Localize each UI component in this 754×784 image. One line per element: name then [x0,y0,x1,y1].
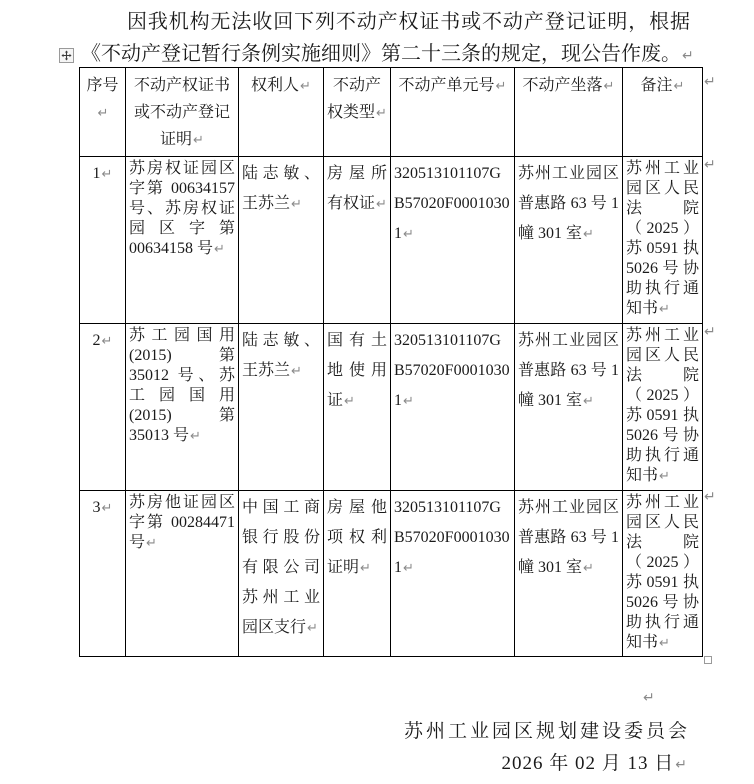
move-arrows-icon [61,50,72,61]
paragraph-mark-icon: ↵ [704,74,716,90]
cell-certificate [126,491,239,657]
paragraph-mark-icon: ↵ [101,334,113,349]
cell-text: 苏州工业园区普惠路 63 号 1 幢 301 室 [518,332,619,409]
cell-remarks [623,324,703,491]
cell-text: 1 [92,165,101,182]
cell-certificate [126,324,239,491]
cell-text: 320513101107GB57020F00010301 [394,165,510,242]
header-right-holder [239,68,324,157]
cell-right-holder [239,157,324,324]
cell-location [515,157,623,324]
cell-text: 苏州工业园区人民法院（2025）苏0591执5026号协助执行通知书 [626,160,699,317]
paragraph-mark-icon: ↵ [704,489,716,505]
paragraph-mark-icon: ↵ [193,133,204,148]
cell-text: 2 [92,332,101,349]
paragraph-mark-icon: ↵ [300,79,311,94]
paragraph-mark-icon: ↵ [97,106,109,121]
cell-location [515,324,623,491]
paragraph-mark-icon: ↵ [360,561,371,576]
cell-text: 苏房他证园区字第 00284471 号 [129,494,235,551]
cell-text: 房屋他项权利证明 [327,499,387,576]
cell-remarks [623,491,703,657]
paragraph-mark-icon: ↵ [704,157,716,173]
header-serial-number [80,68,126,157]
table-resize-handle[interactable] [704,656,712,664]
intro-line-1: 因我机构无法收回下列不动产权证书或不动产登记证明，根据 [127,11,690,33]
cell-text: 苏州工业园区人民法院（2025）苏0591执5026号协助执行通知书 [626,327,699,484]
cell-unit-number [391,324,515,491]
paragraph-mark-icon: ↵ [403,227,414,242]
header-text: 不动产坐落 [522,77,603,94]
paragraph-mark-icon: ↵ [190,429,201,444]
paragraph-mark-icon: ↵ [291,197,302,212]
table-row [80,157,703,324]
header-location [515,68,623,157]
cell-text: 320513101107GB57020F00010301 [394,499,510,576]
cell-text: 陆志敏、王苏兰 [242,332,320,379]
cell-text: 320513101107GB57020F00010301 [394,332,510,409]
header-remarks [623,68,703,157]
cell-certificate [126,157,239,324]
cell-serial-number [80,157,126,324]
paragraph-mark-icon: ↵ [603,79,615,94]
header-text: 不动产单元号 [398,77,495,94]
cell-unit-number [391,491,515,657]
cell-right-type [324,324,391,491]
paragraph-mark-icon: ↵ [291,364,302,379]
header-text: 备注 [640,77,673,94]
paragraph-mark-icon: ↵ [214,242,225,257]
paragraph-mark-icon: ↵ [659,469,670,484]
cell-text: 陆志敏、王苏兰 [242,165,320,212]
cell-unit-number [391,157,515,324]
paragraph-mark-icon: ↵ [583,394,594,409]
paragraph-mark-icon: ↵ [403,561,414,576]
paragraph-mark-icon: ↵ [675,757,688,773]
paragraph-mark-icon: ↵ [673,79,685,94]
header-text: 序号 [86,77,119,94]
cell-text: 苏州工业园区普惠路 63 号 1 幢 301 室 [518,165,619,242]
paragraph-mark-icon: ↵ [659,636,670,651]
paragraph-mark-icon: ↵ [659,302,670,317]
issuer-name: 苏州工业园区规划建设委员会 [403,721,690,742]
cell-text: 房屋所有权证 [327,165,387,212]
cell-location [515,491,623,657]
paragraph-mark-icon: ↵ [344,394,355,409]
paragraph-mark-icon: ↵ [704,324,716,340]
cell-text: 苏房权证园区字第 00634157 号、苏房权证园区字第 00634158 号 [129,160,235,257]
cell-right-holder [239,491,324,657]
table-move-handle-icon[interactable] [59,48,74,63]
header-text: 权利人 [251,77,300,94]
cell-right-type [324,157,391,324]
paragraph-mark-icon: ↵ [583,561,594,576]
table-row [80,491,703,657]
notice-table [79,67,703,657]
paragraph-mark-icon: ↵ [146,536,157,551]
issue-date-text: 2026 年 02 月 13 日 [501,753,675,774]
paragraph-mark-icon: ↵ [403,394,414,409]
paragraph-mark-icon: ↵ [682,48,694,64]
header-certificate [126,68,239,157]
paragraph-mark-icon: ↵ [101,167,113,182]
cell-text: 3 [92,499,101,516]
paragraph-mark-icon: ↵ [376,197,387,212]
intro-paragraph [81,6,694,72]
issue-date [502,748,689,775]
header-right-type [324,68,391,157]
table-header-row [80,68,703,157]
header-text: 不动产权证书或不动产登记证明 [133,77,230,148]
cell-text: 苏州工业园区普惠路 63 号 1 幢 301 室 [518,499,619,576]
paragraph-mark-icon: ↵ [583,227,594,242]
cell-right-type [324,491,391,657]
cell-serial-number [80,491,126,657]
header-unit-number [391,68,515,157]
paragraph-mark-icon: ↵ [376,106,387,121]
paragraph-mark-icon: ↵ [101,501,113,516]
cell-text: 苏工园国用 (2015) 第 35012 号、苏工园国用 (2015) 第 35013 号 [129,327,235,444]
cell-text: 中国工商银行股份有限公司苏州工业园区支行 [242,499,320,636]
cell-right-holder [239,324,324,491]
cell-remarks [623,157,703,324]
paragraph-mark-icon: ↵ [495,79,507,94]
cell-text: 苏州工业园区人民法院（2025）苏0591执5026号协助执行通知书 [626,494,699,651]
cell-serial-number [80,324,126,491]
intro-line-2-text: 《不动产登记暂行条例实施细则》第二十三条的规定，现公告作废。 [81,43,681,65]
header-text: 不动产权类型 [327,77,381,121]
paragraph-mark-icon: ↵ [307,621,318,636]
table-row [80,324,703,491]
cell-text: 国有土地使用证 [327,332,387,409]
paragraph-mark-icon: ↵ [643,690,655,706]
